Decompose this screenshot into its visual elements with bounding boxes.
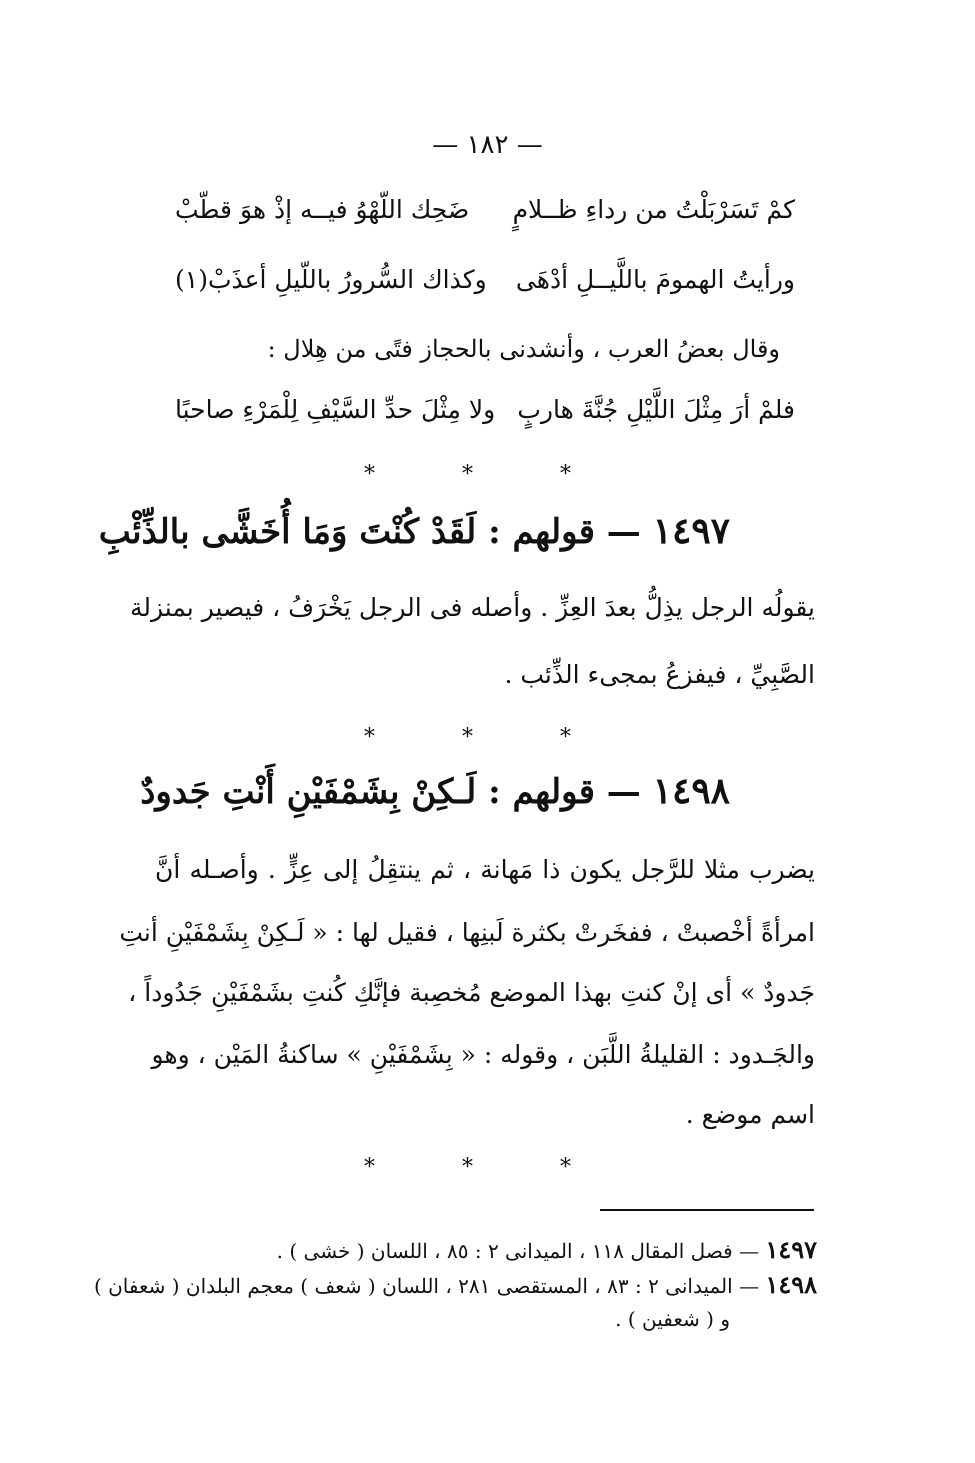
entry-text-line: اسم موضع . <box>685 1100 815 1129</box>
section-separator: * * * <box>364 725 611 750</box>
entry-text-line: يضرب مثلا للرَّجل يكون ذا مَهانة ، ثم ينتقِلُ إلى عِزٍّ . وأصـله أنَّ <box>155 855 815 884</box>
footnote-continuation <box>615 1307 730 1331</box>
entry-text-line: يقولُه الرجل يذِلُّ بعدَ العِزِّ . وأصله فى الرجل يَخْرَفُ ، فيصير بمنزلة <box>129 593 815 622</box>
footnote <box>94 1270 817 1299</box>
footnote-number: ١٤٩٧ <box>765 1235 817 1264</box>
entry-number: ١٤٩٧ <box>652 510 730 552</box>
footnote-number: ١٤٩٨ <box>765 1270 817 1299</box>
verse-first-hemistich: فلمْ أرَ مِثْلَ اللَّيْلِ جُنَّةَ هاربٍ <box>517 395 795 424</box>
entry-heading-1497 <box>99 510 730 552</box>
section-separator: * * * <box>364 462 611 487</box>
poem-verse <box>175 395 795 437</box>
entry-text-line: والجَـدود : القليلةُ اللَّبَن ، وقوله : « بِشَمْفَيْنِ » ساكنةُ المَيْن ، وهو <box>151 1040 815 1069</box>
verse-first-hemistich: كمْ تَسَرْبَلْتُ من رداءِ ظــلامٍ <box>512 195 795 224</box>
footnote-rule <box>600 1209 814 1211</box>
page-number: — ١٨٢ — <box>432 130 543 160</box>
verse-second-hemistich: ضَحِك اللّهْوُ فيــه إذْ هوَ قطّبْ <box>175 195 470 224</box>
entry-text-line: الصَّبِيِّ ، فيفزعُ بمجىء الذِّئب . <box>504 660 815 689</box>
footnote-text: و ( شعفين ) . <box>615 1307 730 1331</box>
footnote-text: — الميدانى ٢ : ٨٣ ، المستقصى ٢٨١ ، اللسان ( شعف ) معجم البلدان ( شعفان ) <box>93 1274 760 1298</box>
verse-second-hemistich: وكذاك السُّرورُ باللّيلِ أعذَبْ(١) <box>175 265 487 294</box>
poem-verse <box>175 195 795 237</box>
verse-second-hemistich: ولا مِثْلَ حدِّ السَّيْفِ لِلْمَرْءِ صاحبًا <box>175 395 496 424</box>
entry-text-line: جَدودٌ » أى إنْ كنتِ بهذا الموضع مُخصِبة فإنَّكِ كُنتِ بشَمْفَيْنِ جَدُوداً ، <box>128 978 815 1007</box>
entry-proverb: — قولهم : لَـكِنْ بِشَمْفَيْنِ أَنْتِ جَدودٌ <box>140 772 641 812</box>
entry-proverb: — قولهم : لَقَدْ كُنْتَ وَمَا أُخَشَّى بالذِّئْبِ <box>98 512 641 552</box>
section-separator: * * * <box>364 1155 611 1180</box>
poem-introduction: وقال بعضُ العرب ، وأنشدنى بالحجاز فتًى من هِلال : <box>267 335 780 363</box>
footnote-text: — فصل المقال ١١٨ ، الميدانى ٢ : ٨٥ ، اللسان ( خشى ) . <box>276 1239 760 1263</box>
entry-number: ١٤٩٨ <box>652 770 730 812</box>
footnote <box>277 1235 817 1264</box>
entry-text-line: امرأةً أخْصبتْ ، ففخَرتْ بكثرة لَبنِها ، فقيل لها : « لَـكِنْ بِشَمْفَيْنِ أنتِ <box>119 918 815 947</box>
entry-heading-1498 <box>140 770 730 812</box>
poem-verse <box>175 265 795 307</box>
verse-first-hemistich: ورأيتُ الهمومَ باللَّيــلِ أدْهَى <box>515 265 795 294</box>
